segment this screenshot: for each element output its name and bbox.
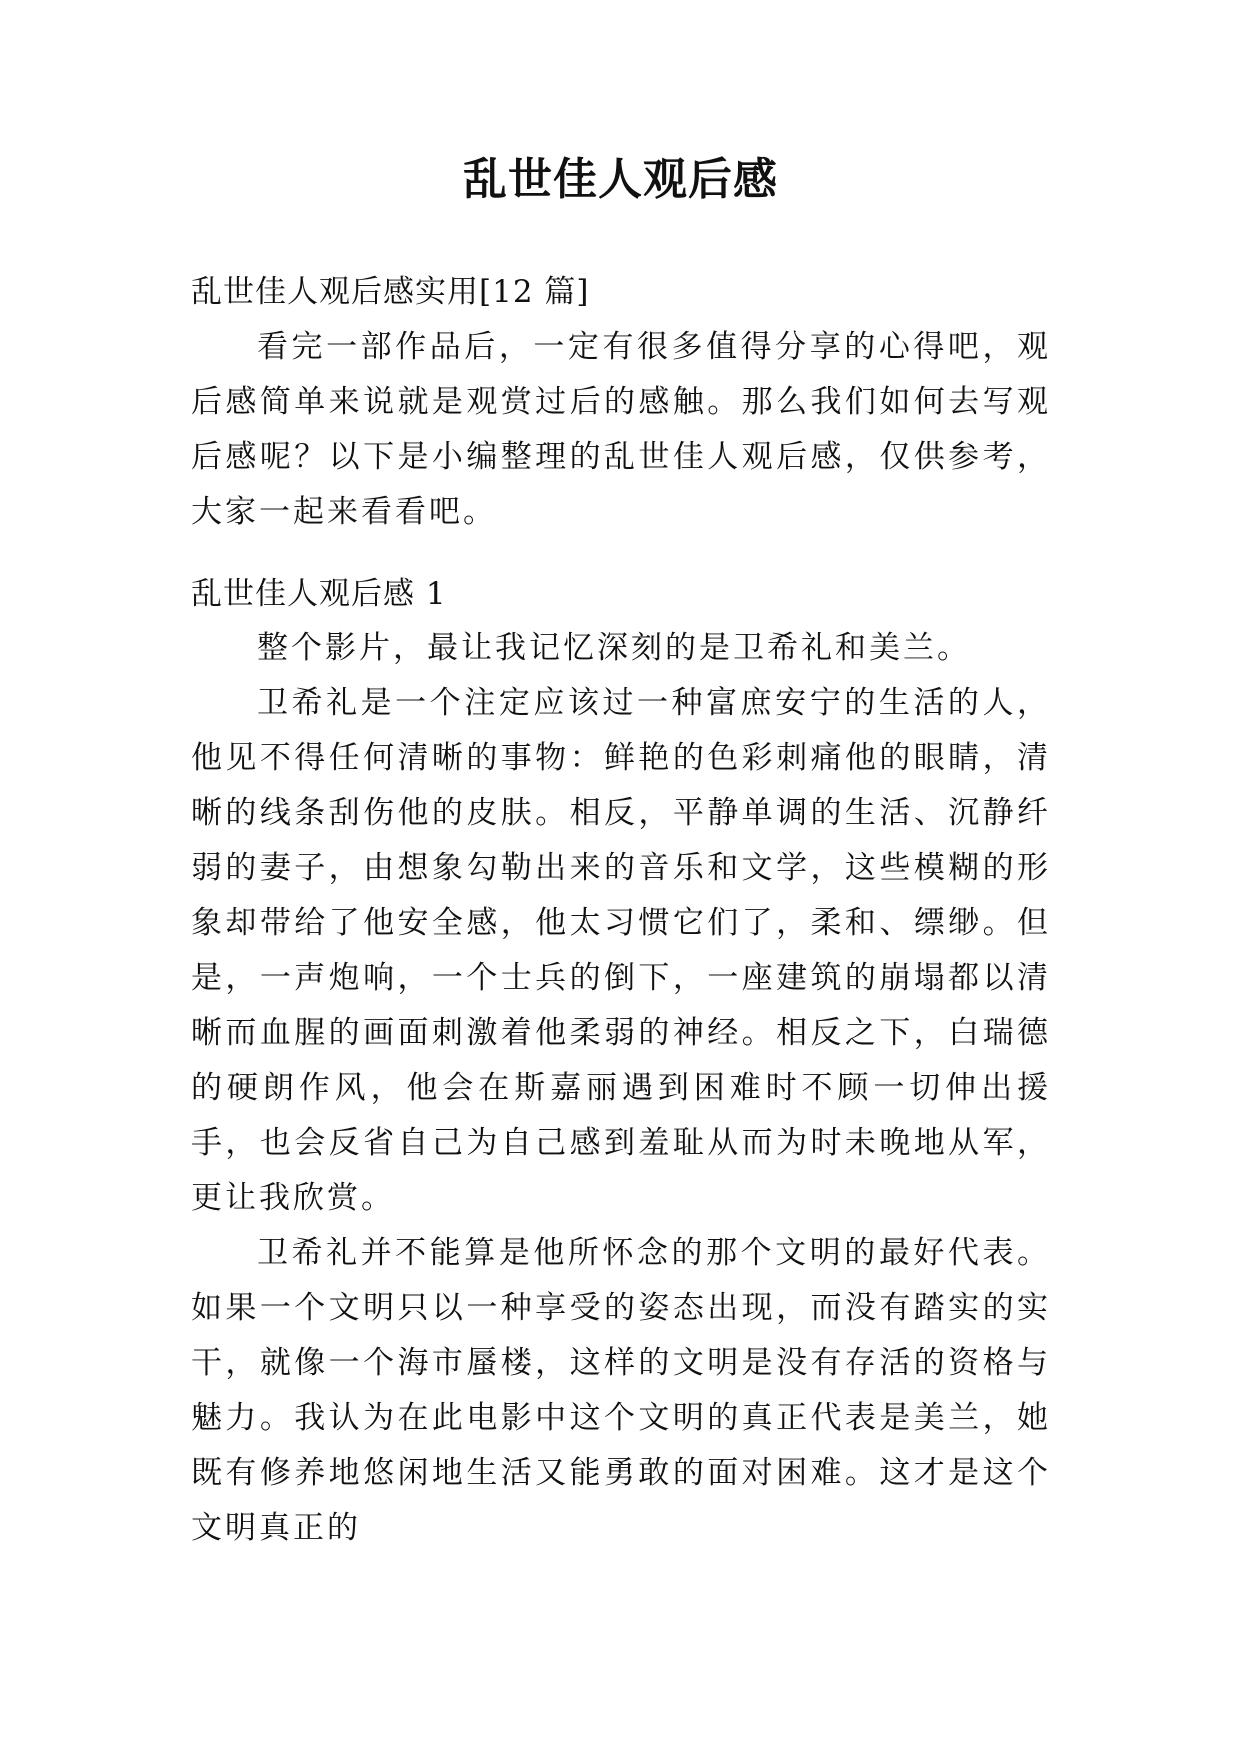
section-1-paragraph-3: 卫希礼并不能算是他所怀念的那个文明的最好代表。如果一个文明只以一种享受的姿态出现，而没有踏实的实干，就像一个海市蜃楼，这样的文明是没有存活的资格与魅力。我认为在此电影中这个文明的真正代表是美兰，她既有修养地悠闲地生活又能勇敢的面对困难。这才是这个文明真正的 <box>191 1235 1051 1546</box>
section-1-heading: 乱世佳人观后感 1 <box>191 576 447 612</box>
section-1-paragraph-1: 整个影片，最让我记忆深刻的是卫希礼和美兰。 <box>257 630 971 666</box>
section-1-paragraph-2: 卫希礼是一个注定应该过一种富庶安宁的生活的人，他见不得任何清晰的事物：鲜艳的色彩刺痛他的眼睛，清晰的线条刮伤他的皮肤。相反，平静单调的生活、沉静纤弱的妻子，由想象勾勒出来的音乐和文学，这些模糊的形象却带给了他安全感，他太习惯它们了，柔和、缥缈。但是，一声炮响，一个士兵的倒下，一座建筑的崩塌都以清晰而血腥的画面刺激着他柔弱的神经。相反之下，白瑞德的硬朗作风，他会在斯嘉丽遇到困难时不顾一切伸出援手，也会反省自己为自己感到羞耻从而为时未晚地从军，更让我欣赏。 <box>191 685 1051 1216</box>
document-subtitle: 乱世佳人观后感实用[12 篇] <box>191 274 590 310</box>
intro-block <box>191 320 1051 540</box>
intro-paragraph: 看完一部作品后，一定有很多值得分享的心得吧，观后感简单来说就是观赏过后的感触。那么我们如何去写观后感呢？以下是小编整理的乱世佳人观后感，仅供参考，大家一起来看看吧。 <box>191 329 1051 530</box>
document-title: 乱世佳人观后感 <box>463 154 778 205</box>
section-1-body <box>191 621 1051 1556</box>
